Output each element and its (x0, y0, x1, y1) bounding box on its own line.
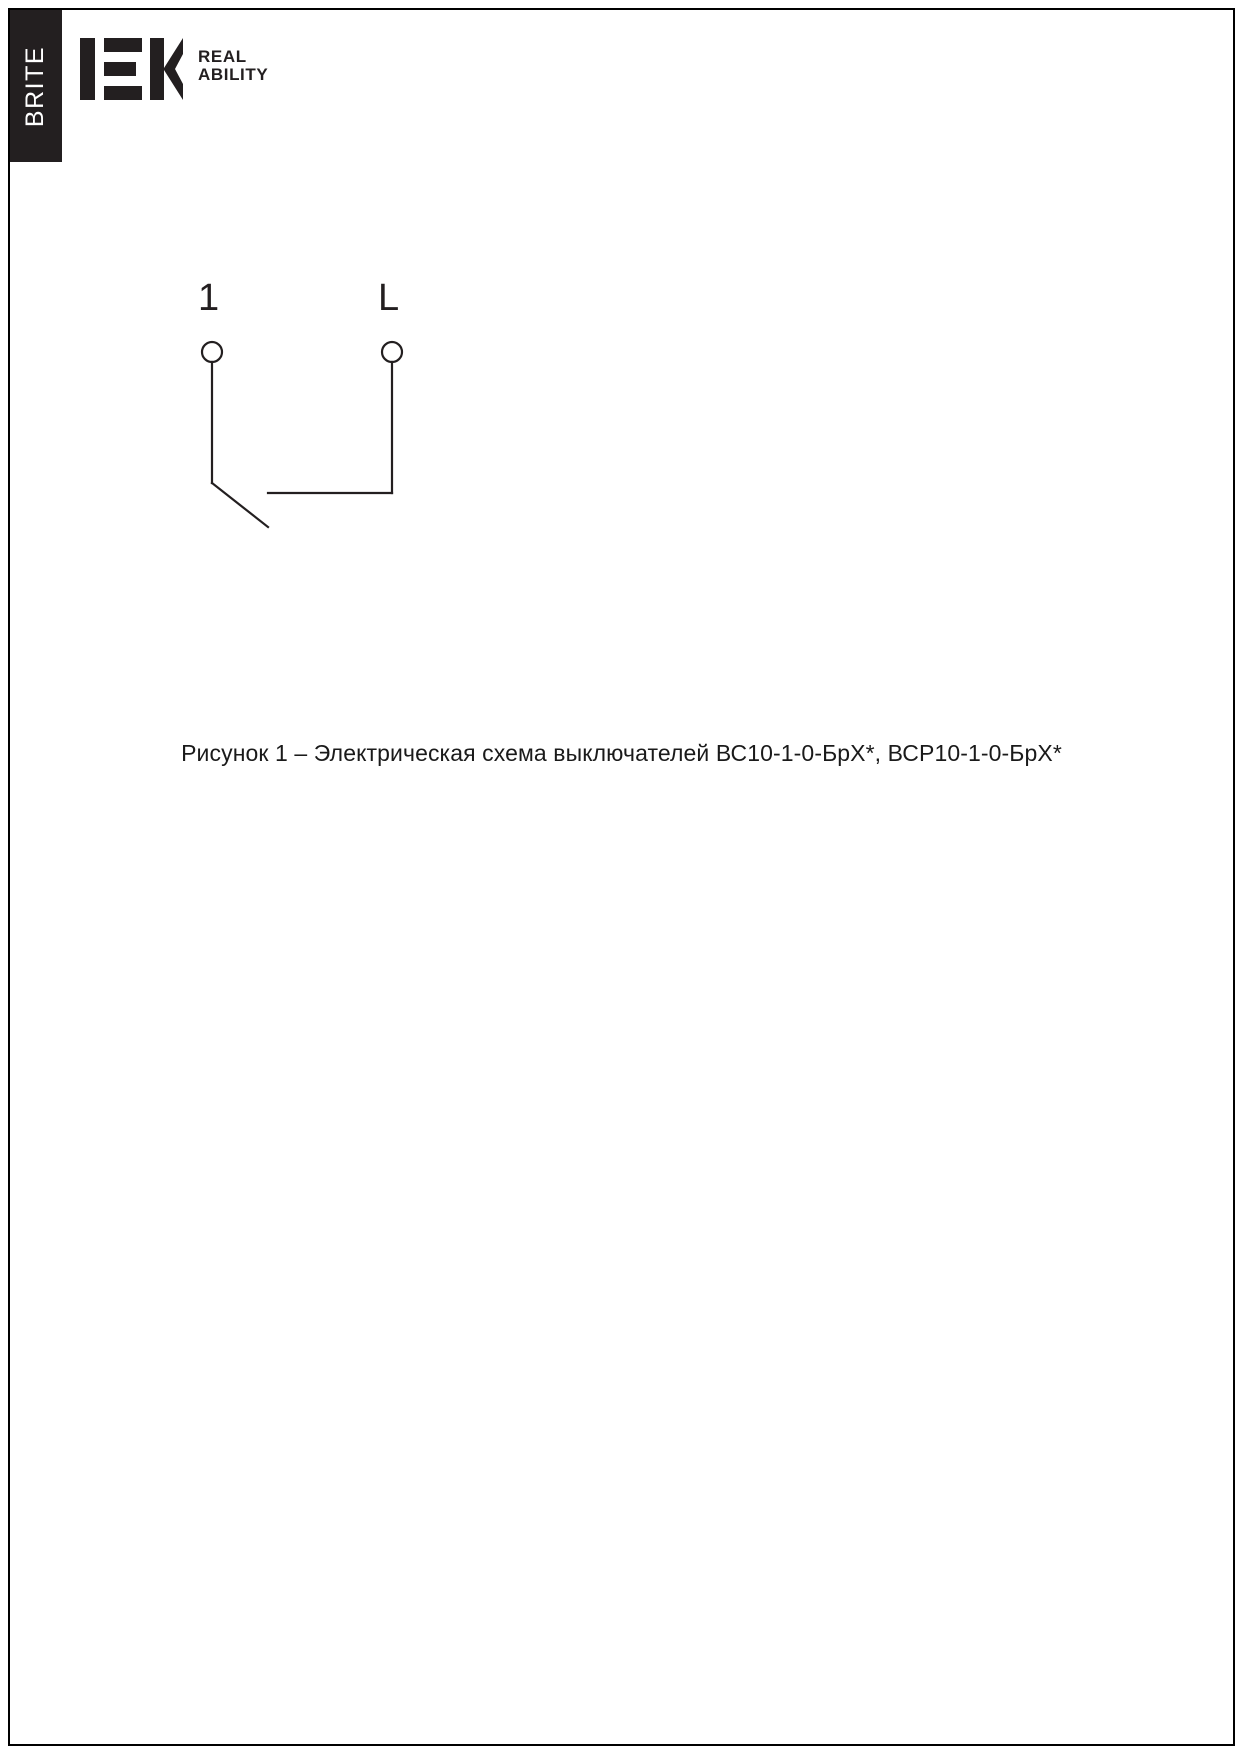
series-tab-label: BRITE (21, 45, 50, 127)
terminal-label-1: 1 (198, 277, 220, 319)
movable-contact-blade (212, 483, 268, 527)
terminal-label-l: L (378, 277, 400, 319)
brand-tagline-line1: REAL (198, 47, 247, 66)
terminal-circle-1 (202, 342, 222, 362)
figure-caption: Рисунок 1 – Электрическая схема выключателей ВС10-1-0-БрХ*, ВСР10-1-0-БрХ* (181, 740, 1062, 766)
electrical-schematic (150, 255, 530, 575)
brand-tagline-line2: ABILITY (198, 65, 269, 85)
iek-wordmark-icon (80, 38, 184, 100)
terminal-circle-l (382, 342, 402, 362)
brand-logo (80, 38, 268, 100)
series-tab (10, 10, 62, 162)
brand-tagline (198, 48, 268, 84)
